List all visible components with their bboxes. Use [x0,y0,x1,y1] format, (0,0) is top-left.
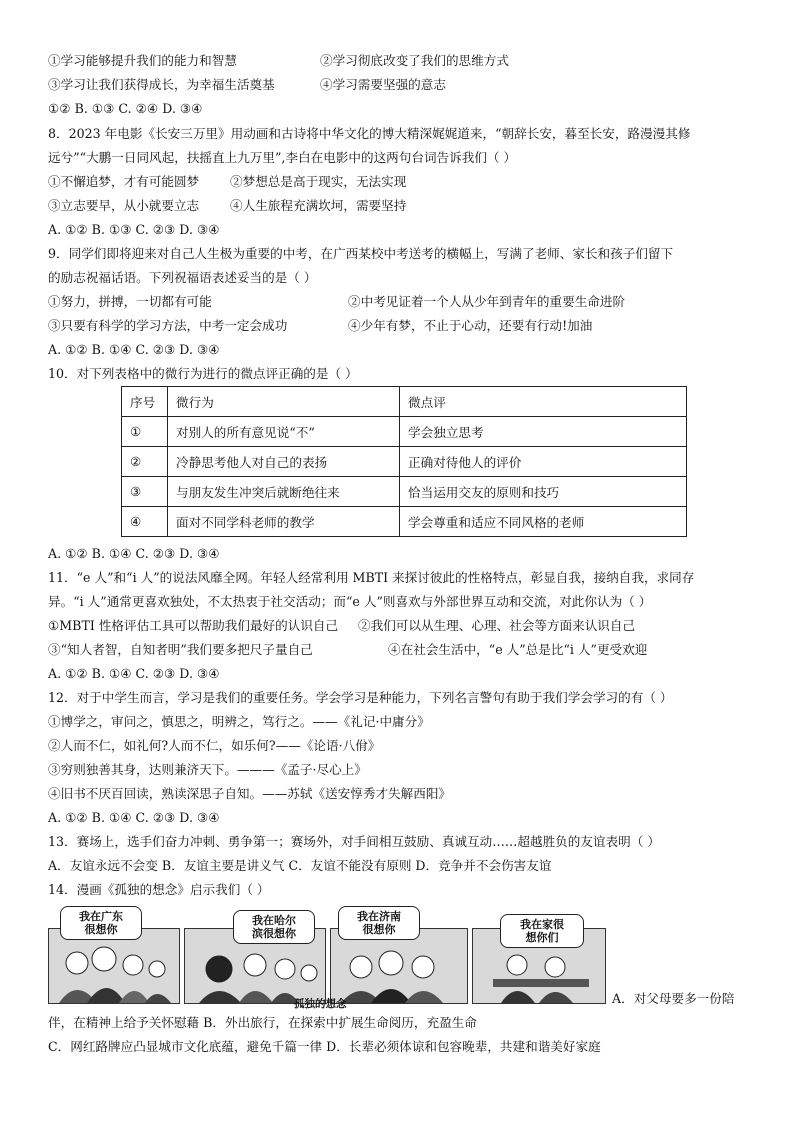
table-cell: 学会尊重和适应不同风格的老师 [400,507,687,537]
table-row [122,447,687,477]
q12-stem: 12．对于中学生而言，学习是我们的重要任务。学会学习是种能力，下列名言警句有助于我们学会学习的有（ ） [48,690,673,705]
q12-option-4: ④旧书不厌百回读，熟读深思子自知。——苏轼《送安惇秀才失解西阳》 [48,786,451,801]
q10-stem: 10．对下列表格中的微行为进行的微点评正确的是（ ） [48,366,358,381]
family-illustration [331,929,467,1003]
table-header-cell: 微行为 [168,387,400,417]
table-cell: 学会独立思考 [400,417,687,447]
q12-option-1: ①博学之，审问之，慎思之，明辨之，笃行之。——《礼记·中庸分》 [48,714,430,729]
q8-stem-line1: 8．2023 年电影《长安三万里》用动画和古诗将中华文化的博大精深娓娓道来，“朝辞长安，暮至长安，路漫漫其修 [48,126,691,141]
q9-option-1: ①努力，拼搏，一切都有可能 [48,294,212,309]
q11-option-1: ①MBTI 性格评估工具可以帮助我们最好的认识自己 [48,618,339,633]
table-header-row [122,387,687,417]
q14-stem: 14．漫画《孤独的想念》启示我们（ ） [48,882,270,897]
q9-answers: A. ①② B. ①④ C. ②③ D. ③④ [48,342,220,357]
speech-bubble-1: 我在广东 很想你 [60,906,142,940]
q8-option-3: ③立志要早，从小就要立志 [48,198,200,213]
q7-option-4: ④学习需要坚强的意志 [320,77,446,92]
q11-answers: A. ①② B. ①④ C. ②③ D. ③④ [48,666,220,681]
q8-option-2: ②梦想总是高于现实，无法实现 [230,174,407,189]
q12-option-2: ②人而不仁，如礼何?人而不仁，如乐何?——《论语·八佾》 [48,738,381,753]
q12-option-3: ③穷则独善其身，达则兼济天下。———《孟子·尽心上》 [48,762,367,777]
table-header-cell: 微点评 [400,387,687,417]
comic-caption: 孤独的想念 [294,998,347,1010]
table-cell: ③ [122,477,168,507]
q8-option-4: ④人生旅程充满坎坷，需要坚持 [230,198,407,213]
speech-bubble-4: 我在家很 想你们 [500,914,584,948]
table-cell: 正确对待他人的评价 [400,447,687,477]
table-cell: ① [122,417,168,447]
q8-stem-line2: 远兮”“大鹏一日同风起，扶摇直上九万里”,李白在电影中的这两句台词告诉我们（ ） [48,150,517,165]
q14-option-c-d: C．网红路牌应凸显城市文化底蕴，避免千篇一律 D．长辈必须体谅和包容晚辈，共建和谐美好家庭 [48,1039,601,1054]
q12-answers: A. ①② B. ①④ C. ②③ D. ③④ [48,810,220,825]
q9-option-4: ④少年有梦，不止于心动，还要有行动!加油 [348,318,593,333]
table-cell: 与朋友发生冲突后就断绝往来 [168,477,400,507]
q9-stem-line2: 的励志祝福话语。下列祝福语表述妥当的是（ ） [48,270,317,285]
q11-stem-line1: 11．“e 人”和“i 人”的说法风靡全网。年轻人经常利用 MBTI 来探讨彼此的性格特点，彰显自我，接纳自我，求同存 [48,570,695,585]
q13-stem: 13．赛场上，选手们奋力冲刺、勇争第一；赛场外，对手间相互鼓励、真诚互动……超越胜负的友谊表明（ ） [48,834,660,849]
q8-option-1: ①不懈追梦，才有可能圆梦 [48,174,200,189]
table-header-cell: 序号 [122,387,168,417]
table-cell: 冷静思考他人对自己的表扬 [168,447,400,477]
table-cell: ② [122,447,168,477]
q9-stem-line1: 9．同学们即将迎来对自己人生极为重要的中考，在广西某校中考送考的横幅上，写满了老师、家长和孩子们留下 [48,246,674,261]
q14-option-a-b: 伴，在精神上给予关怀慰藉 B．外出旅行，在探索中扩展生命阅历，充盈生命 [48,1015,477,1030]
table-row [122,477,687,507]
table-cell: ④ [122,507,168,537]
q11-option-2: ②我们可以从生理、心理、社会等方面来认识自己 [358,618,636,633]
table-row [122,507,687,537]
q9-option-2: ②中考见证着一个人从少年到青年的重要生命进阶 [348,294,626,309]
q7-option-1: ①学习能够提升我们的能力和智慧 [48,53,237,68]
q7-option-3: ③学习让我们获得成长，为幸福生活奠基 [48,77,275,92]
table-cell: 面对不同学科老师的教学 [168,507,400,537]
family-illustration [49,929,179,1003]
q14-option-a-part1: A．对父母要多一份陪 [612,991,735,1006]
speech-bubble-2: 我在哈尔 滨很想你 [233,910,315,944]
table-cell: 恰当运用交友的原则和技巧 [400,477,687,507]
q7-answers: ①② B. ①③ C. ②④ D. ③④ [48,101,203,116]
q8-answers: A. ①② B. ①③ C. ②③ D. ③④ [48,222,220,237]
table-row [122,417,687,447]
q10-answers: A. ①② B. ①④ C. ②③ D. ③④ [48,546,220,561]
table-cell: 对别人的所有意见说“不” [168,417,400,447]
q7-option-2: ②学习彻底改变了我们的思维方式 [320,53,509,68]
q13-answers: A．友谊永远不会变 B．友谊主要是讲义气 C．友谊不能没有原则 D．竞争并不会伤害友谊 [48,858,552,873]
q11-option-3: ③“知人者智，自知者明”我们要多把尺子量自己 [48,642,313,657]
q10-table [121,386,687,537]
comic-lonely-missing [48,906,604,1010]
q11-stem-line2: 异。“i 人”通常更喜欢独处，不太热衷于社交活动；而“e 人”则喜欢与外部世界互动和交流，对此你认为（ ） [48,594,652,609]
speech-bubble-3: 我在济南 很想你 [338,906,420,940]
q11-option-4: ④在社会生活中，“e 人”总是比“i 人”更受欢迎 [388,642,648,657]
q9-option-3: ③只要有科学的学习方法，中考一定会成功 [48,318,288,333]
